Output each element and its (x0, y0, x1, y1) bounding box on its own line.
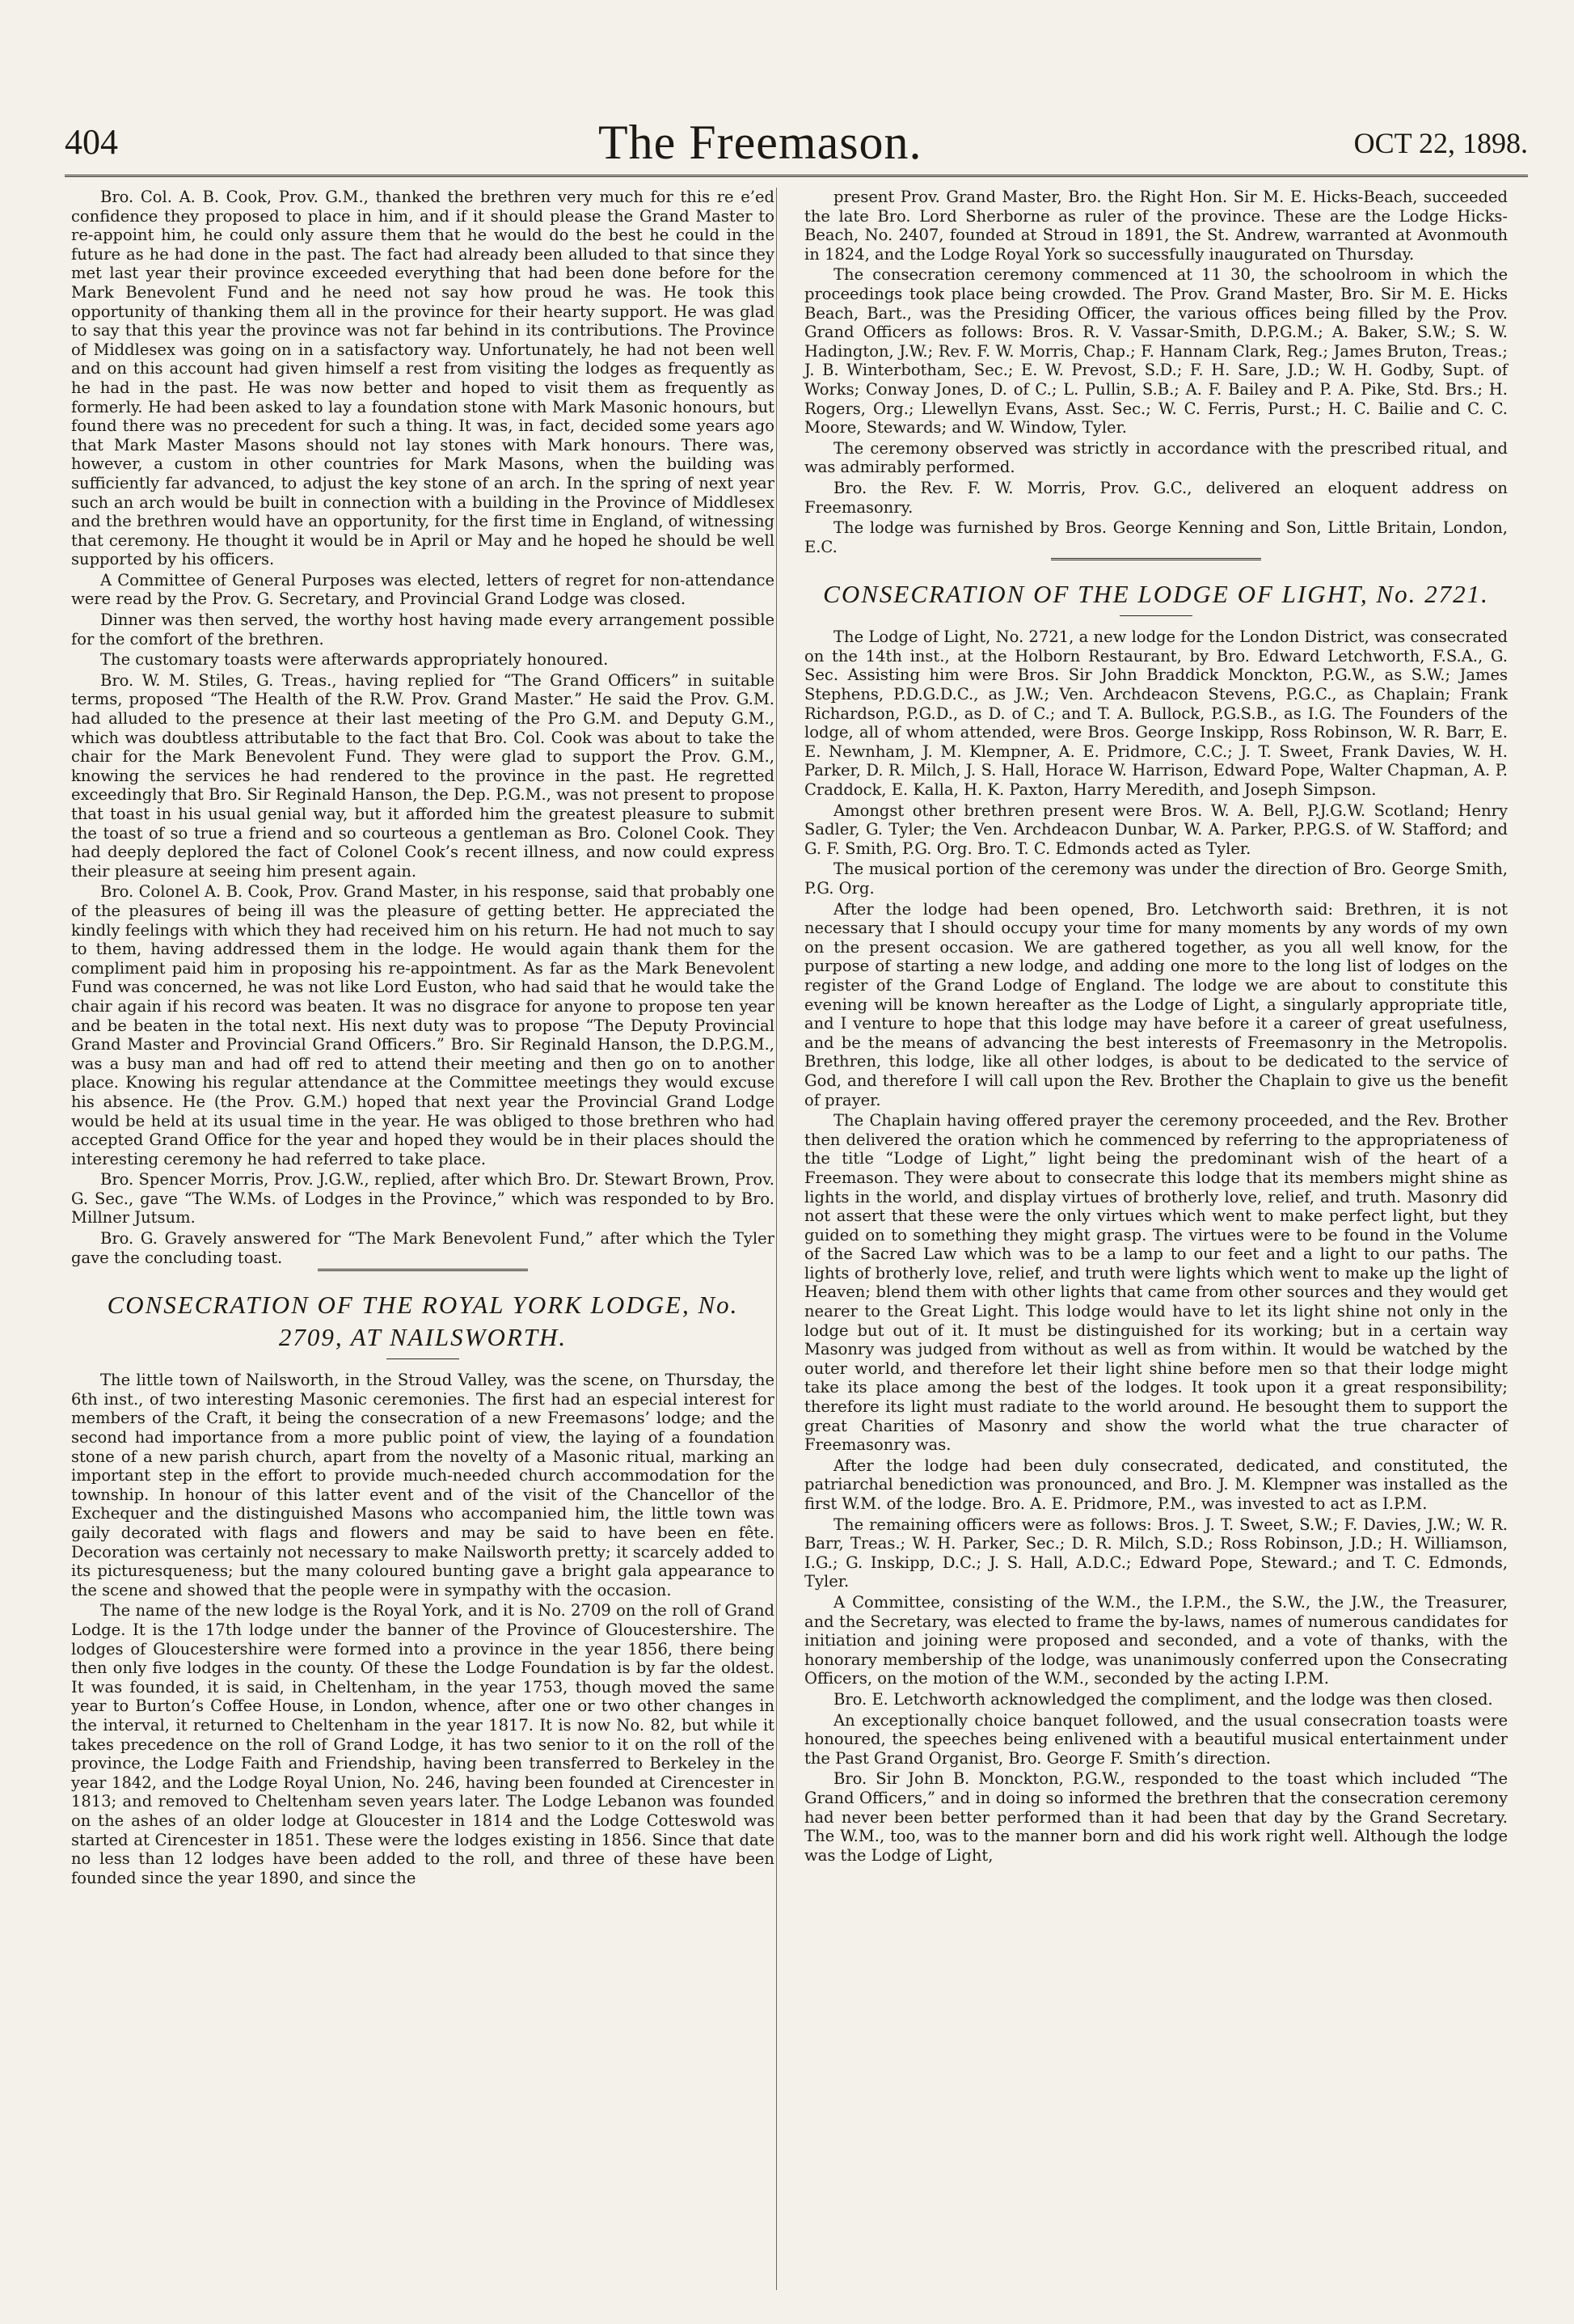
paragraph: A Committee of General Purposes was elected, letters of regret for non-attendance were read by the Prov. G. Secretary, and Provincial Grand Lodge was closed. (71, 570, 774, 609)
section-heading: CONSECRATION OF THE LODGE OF LIGHT, No. 2721. (823, 580, 1489, 609)
paragraph: The name of the new lodge is the Royal York, and it is No. 2709 on the roll of Grand Lodge. It is the 17th lodge under the banner of the Province of Gloucestershire. The lodges of Gloucestershire were formed into a province in the year 1856, there being then only five lodges in the county. Of these the Lodge Foundation is by far the oldest. It was founded, it is said, in Cheltenham, in the year 1753, though moved the same year to Burton’s Coffee House, in London, whence, after one or two other changes in the interval, it returned to Cheltenham in the year 1817. It is now No. 82, but while it takes precedence on the roll of Grand Lodge, it has two senior to it on the roll of the province, the Lodge Faith and Friendship, having been transferred to Berkeley in the year 1842, and the Lodge Royal Union, No. 246, having been founded at Cirencester in 1813; and removed to Cheltenham seven years later. The Lodge Lebanon was founded on the ashes of an older lodge at Gloucester in 1814 and the Lodge Cotteswold was started at Cirencester in 1851. These were the lodges existing in 1856. Since that date no less than 12 lodges have been added to the roll, and three of these have been founded since the year 1890, and since the (71, 1601, 774, 1887)
paragraph: Amongst other brethren present were Bros. W. A. Bell, P.J.G.W. Scotland; Henry Sadler, G. Tyler; the Ven. Archdeacon Dunbar, W. A. Parker, P.P.G.S. of W. Stafford; and G. F. Smith, P.G. Org. Bro. T. C. Edmonds acted as Tyler. (804, 801, 1508, 858)
column-divider (776, 188, 777, 2290)
paragraph: Bro. E. Letchworth acknowledged the compliment, and the lodge was then closed. (833, 1689, 1493, 1709)
masthead-rule (65, 175, 1528, 177)
paragraph: Dinner was then served, the worthy host having made every arrangement possible for the comfort of the brethren. (71, 611, 774, 649)
paragraph: Bro. Spencer Morris, Prov. J.G.W., replied, after which Bro. Dr. Stewart Brown, Prov. G. Sec., gave “The W.Ms. of Lodges in the Province,” which was responded to by Bro. Millner Jutsum. (71, 1170, 774, 1227)
paragraph: The Chaplain having offered prayer the ceremony proceeded, and the Rev. Brother then delivered the oration which he commenced by referring to the appropriateness of the title “Lodge of Light,” light being the predominant wish of the heart of a Freemason. They were about to consecrate this lodge that its members might shine as lights in the world, and display virtues of brotherly love, relief, and truth. Masonry did not assert that these were the only virtues which went to make perfect light, but they guided on to something they might grasp. The virtues were to be found in the Volume of the Sacred Law which was to be a lamp to our feet and a light to our paths. The lights of brotherly love, relief, and truth were lights which went to make up the light of Heaven; blend them with other lights that came from other sources and they would get nearer to the Great Light. This lodge would have to let its light shine not only in the lodge but out of it. It must be distinguished for its working; but in a certain way Masonry was judged from without as well as from within. It would be watched by the outer world, and therefore let their light shine before men so that their lodge might take its place among the best of the lodges. It took upon it a great responsibility; therefore its light must radiate to the world around. He besought them to support the great Charities of Masonry and show the world what the true character of Freemasonry was. (804, 1111, 1508, 1455)
paragraph: Bro. Colonel A. B. Cook, Prov. Grand Master, in his response, said that probably one of the pleasures of being ill was the pleasure of getting better. He appreciated the kindly feelings with which they had received him on his return. He had not much to say to them, having addressed them in the lodge. He would again thank them for the compliment paid him in proposing his re-appointment. As far as the Mark Benevolent Fund was concerned, he was not like Lord Euston, who had said that he would take the chair again if his record was beaten. It was no disgrace for anyone to propose ten year and be beaten in the total next. His next duty was to propose “The Deputy Provincial Grand Master and Provincial Grand Officers.” Bro. Sir Reginald Hanson, the D.P.G.M., was a busy man and had off red to attend their meeting and then go on to another place. Knowing his regular attendance at the Committee meetings they would excuse his absence. He (the Prov. G.M.) hoped that next year the Provincial Grand Lodge would be held at its usual time in the year. He was obliged to those brethren who had accepted Grand Office for the year and hoped they would be in their places should the interesting ceremony he had referred to take place. (71, 882, 774, 1168)
section-rule (318, 1269, 528, 1271)
paragraph: Bro. Col. A. B. Cook, Prov. G.M., thanked the brethren very much for this re e’ed confidence they proposed to place in him, and if it should please the Grand Master to re-appoint him, he could only assure them that he would do the best he could in the future as he had done in the past. The fact had already been alluded to that since they met last year their province exceeded everything that had been done before for the Mark Benevolent Fund and he need not say how proud he was. He took this opportunity of thanking them all in the province for their hearty support. He was glad to say that this year the province was not far behind in its contributions. The Province of Middlesex was going on in a satisfactory way. Unfortunately, he had not been well and on this account had given himself a rest from visiting the lodges as frequently as he had in the past. He was now better and hoped to visit them as frequently as formerly. He had been asked to lay a foundation stone with Mark Masonic honours, but found there was no precedent for such a thing. It was, in fact, decided some years ago that Mark Master Masons should not lay stones with Mark honours. There was, however, a custom in other countries for Mark Masons, when the building was sufficiently far advanced, to adjust the key stone of an arch. In the spring of next year such an arch would be built in connection with a building in the Province of Middlesex and the brethren would have an opportunity, for the first time in England, of witnessing that ceremony. He thought it would be in April or May and he hoped he should be well supported by his officers. (71, 188, 774, 569)
paragraph: The ceremony observed was strictly in accordance with the prescribed ritual, and was admirably performed. (804, 438, 1508, 477)
paragraph: After the lodge had been duly consecrated, dedicated, and constituted, the patriarchal benediction was pronounced, and Bro. J. M. Klempner was installed as the first W.M. of the lodge. Bro. A. E. Pridmore, P.M., was invested to act as I.P.M. (804, 1456, 1508, 1513)
section-short-rule (386, 1358, 459, 1359)
paragraph: Bro. G. Gravely answered for “The Mark Benevolent Fund,” after which the Tyler gave the concluding toast. (71, 1229, 774, 1267)
section-heading: CONSECRATION OF THE ROYAL YORK LODGE, No. 2709, AT NAILSWORTH. (107, 1291, 739, 1352)
paragraph: The Lodge of Light, No. 2721, a new lodge for the London District, was consecrated on the 14th inst., at the Holborn Restaurant, by Bro. Edward Letchworth, F.S.A., G. Sec. Assisting him were Bros. Sir John Braddick Monckton, P.G.W., as S.W.; James Stephens, P.D.G.D.C., as J.W.; Ven. Archdeacon Stevens, P.G.C., as Chaplain; Frank Richardson, P.G.D., as D. of C.; and T. A. Bullock, P.G.S.B., as I.G. The Founders of the lodge, all of whom attended, were Bros. George Inskipp, Ross Robinson, W. R. Barr, E. E. Newnham, J. M. Klempner, A. E. Pridmore, C.C.; J. T. Sweet, Frank Davies, W. H. Parker, D. R. Milch, J. S. Hall, Horace W. Harrison, Edward Pope, Walter Chapman, A. P. Craddock, E. Kalla, H. K. Paxton, Harry Meredith, and Joseph Simpson. (804, 627, 1508, 800)
paragraph: The customary toasts were afterwards appropriately honoured. (100, 650, 609, 670)
paragraph: Bro. the Rev. F. W. Morris, Prov. G.C., delivered an eloquent address on Freemasonry. (804, 478, 1508, 517)
paragraph: An exceptionally choice banquet followed, and the usual consecration toasts were honoured, the speeches being enlivened with a beautiful musical entertainment under the Past Grand Organist, Bro. George F. Smith’s direction. (804, 1710, 1508, 1768)
left-column (71, 188, 774, 1889)
newspaper-title: The Freemason. (598, 116, 922, 169)
paragraph: A Committee, consisting of the W.M., the I.P.M., the S.W., the J.W., the Treasurer, and the Secretary, was elected to frame the by-laws, names of numerous candidates for initiation and joining were proposed and seconded, and a vote of thanks, with the honorary membership of the lodge, was unanimously conferred upon the Consecrating Officers, on the motion of the W.M., seconded by the acting I.P.M. (804, 1592, 1508, 1688)
paragraph: present Prov. Grand Master, Bro. the Right Hon. Sir M. E. Hicks-Beach, succeeded the late Bro. Lord Sherborne as ruler of the province. These are the Lodge Hicks-Beach, No. 2407, founded at Stroud in 1891, the St. Andrew, warranted at Avonmouth in 1824, and the Lodge Royal York so successfully inaugurated on Thursday. (804, 188, 1508, 264)
issue-date: OCT 22, 1898. (1353, 127, 1528, 159)
paragraph: The remaining officers were as follows: Bros. J. T. Sweet, S.W.; F. Davies, J.W.; W. R. Barr, Treas.; W. H. Parker, Sec.; D. R. Milch, S.D.; Ross Robinson, J.D.; H. Williamson, I.G.; G. Inskipp, D.C.; J. S. Hall, A.D.C.; Edward Pope, Steward.; and T. C. Edmonds, Tyler. (804, 1515, 1508, 1591)
section-short-rule (1120, 615, 1192, 616)
paragraph: Bro. W. M. Stiles, G. Treas., having replied for “The Grand Officers” in suitable terms, proposed “The Health of the R.W. Prov. Grand Master.” He said the Prov. G.M. had alluded to the presence at their last meeting of the Pro G.M. and Deputy G.M., which was doubtless attributable to the fact that Bro. Col. Cook was about to take the chair for the Mark Benevolent Fund. They were glad to support the Prov. G.M., knowing the services he had rendered to the province in the past. He regretted exceedingly that Bro. Sir Reginald Hanson, the Dep. P.G.M., was not present to propose that toast in his usual genial way, but it afforded him the greatest pleasure to submit the toast of so true a friend and so courteous a gentleman as Bro. Colonel Cook. They had deeply deplored the fact of Colonel Cook’s recent illness, and now could express their pleasure at seeing him present again. (71, 670, 774, 881)
section-rule (1051, 558, 1261, 560)
paragraph: After the lodge had been opened, Bro. Letchworth said: Brethren, it is not necessary that I should occupy your time for many moments by any words of my own on the present occasion. We are gathered together, as you all well know, for the purpose of starting a new lodge, and adding one more to the long list of lodges on the register of the Grand Lodge of England. The lodge we are about to constitute this evening will be known hereafter as the Lodge of Light, a singularly appropriate title, and I venture to hope that this lodge may have before it a career of great usefulness, and be the means of advancing the best interests of Freemasonry in the Metropolis. Brethren, this lodge, like all other lodges, is about to be dedicated to the service of God, and therefore I will call upon the Rev. Brother the Chaplain to give us the benefit of prayer. (804, 899, 1508, 1109)
paragraph: The little town of Nailsworth, in the Stroud Valley, was the scene, on Thursday, the 6th inst., of two interesting Masonic ceremonies. The first had an especial interest for members of the Craft, it being the consecration of a new Freemasons’ lodge; and the second had importance from a more public point of view, the laying of a foundation stone of a new parish church, apart from the novelty of a Masonic ritual, marking an important step in the effort to provide much-needed church accommodation for the township. In honour of this latter event and of the visit of the Chancellor of the Exchequer and the distinguished Masons who accompanied him, the little town was gaily decorated with flags and flowers and may be said to have been en fête. Decoration was certainly not necessary to make Nailsworth pretty; it scarcely added to its picturesqueness; but the many coloured bunting gave a bright gala appearance to the scene and showed that the people were in sympathy with the occasion. (71, 1371, 774, 1599)
paragraph: Bro. Sir John B. Monckton, P.G.W., responded to the toast which included “The Grand Officers,” and in doing so informed the brethren that the consecration ceremony had never been better performed than it had been that day by the Grand Secretary. The W.M., too, was to the manner born and did his work right well. Although the lodge was the Lodge of Light, (804, 1769, 1508, 1865)
page-number: 404 (65, 122, 118, 162)
paragraph: The consecration ceremony commenced at 11 30, the schoolroom in which the proceedings took place being crowded. The Prov. Grand Master, Bro. Sir M. E. Hicks Beach, Bart., was the Presiding Officer, the various offices being filled by the Prov. Grand Officers as follows: Bros. R. V. Vassar-Smith, D.P.G.M.; A. Baker, S.W.; S. W. Hadington, J.W.; Rev. F. W. Morris, Chap.; F. Hannam Clark, Reg.; James Bruton, Treas.; J. B. Winterbotham, Sec.; E. W. Prevost, S.D.; F. H. Sare, J.D.; W. H. Godby, Supt. of Works; Conway Jones, D. of C.; L. Pullin, S.B.; A. F. Bailey and P. A. Pike, Std. Brs.; H. Rogers, Org.; Llewellyn Evans, Asst. Sec.; W. C. Ferris, Purst.; H. C. Bailie and C. C. Moore, Stewards; and W. Window, Tyler. (804, 265, 1508, 437)
paragraph: The lodge was furnished by Bros. George Kenning and Son, Little Britain, London, E.C. (804, 518, 1508, 556)
paragraph: The musical portion of the ceremony was under the direction of Bro. George Smith, P.G. Org. (804, 860, 1508, 898)
right-column (804, 188, 1508, 1866)
